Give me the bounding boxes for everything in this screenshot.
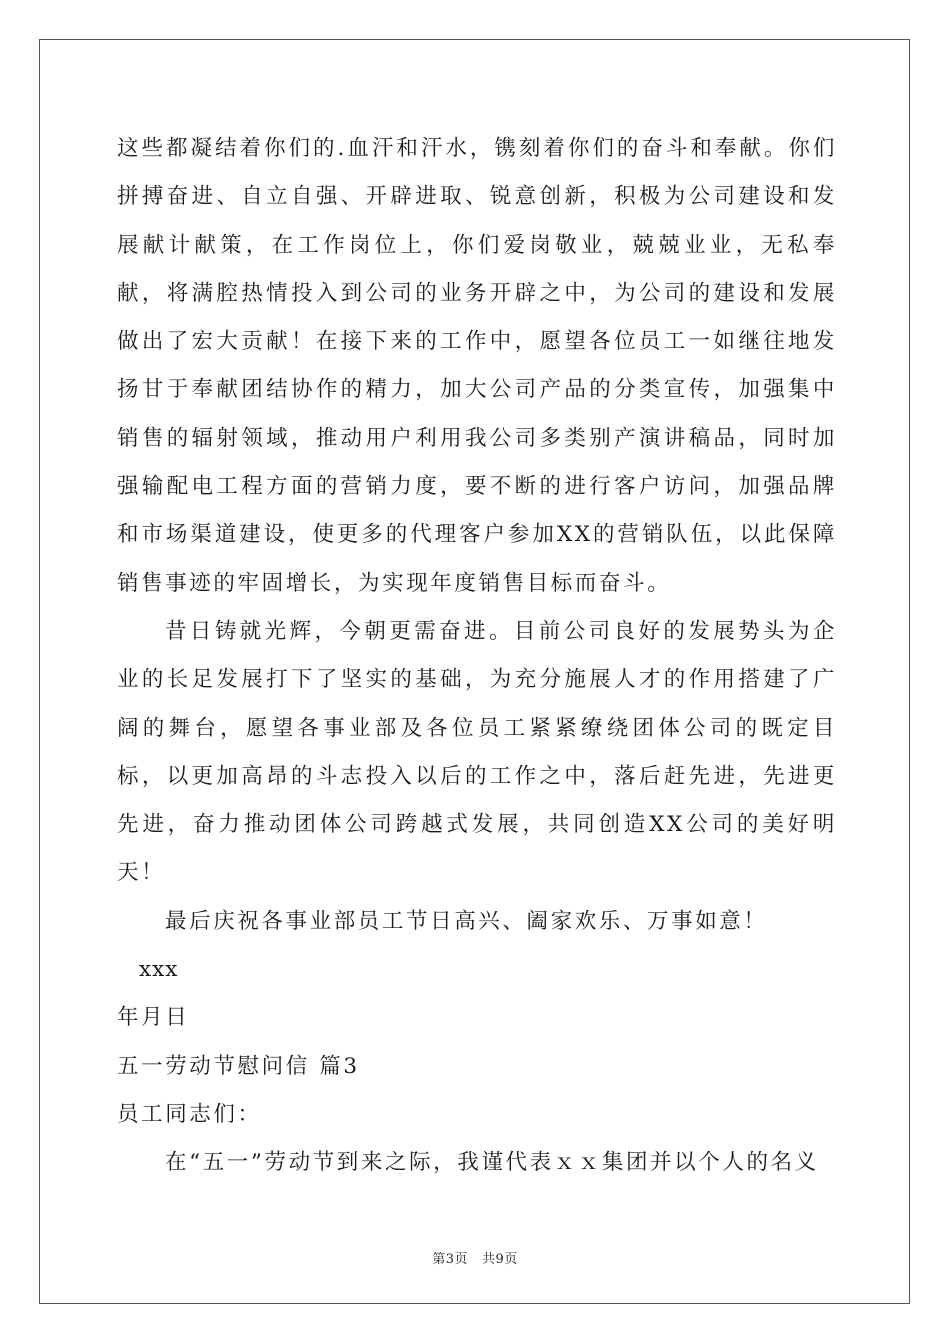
salutation: 员工同志们： bbox=[117, 1101, 262, 1127]
opening-paragraph: 在“五一”劳动节到来之际，我谨代表ｘｘ集团并以个人的名义 bbox=[165, 1150, 819, 1176]
body-paragraph-1: 这些都凝结着你们的.血汗和汗水，镌刻着你们的奋斗和奉献。你们拼搏奋进、自立自强、开辟进取、锐意创新，积极为公司建设和发展献计献策，在工作岗位上，你们爱岗敬业，兢兢业业，无私奉献，将满腔热情投入到公司的业务开辟之中，为公司的建设和发展做出了宏大贡献！在接下来的工作中，愿望各位员工一如继往地发扬甘于奉献团结协作的精力，加大公司产品的分类宣传，加强集中销售的辐射领域，推动用户利用我公司多类别产演讲稿品，同时加强输配电工程方面的营销力度，要不断的进行客户访问，加强品牌和市场渠道建设，使更多的代理客户参加XX的营销队伍，以此保障销售事迹的牢固增长，为实现年度销售目标而奋斗。 bbox=[117, 136, 837, 596]
page-total: 共9页 bbox=[482, 1252, 518, 1267]
signature: xxx bbox=[139, 957, 179, 983]
section-title: 五一劳动节慰问信 篇3 bbox=[117, 1053, 360, 1079]
document-body bbox=[117, 125, 837, 1188]
page-number: 第3页 bbox=[432, 1252, 468, 1267]
body-paragraph-2: 昔日铸就光辉，今朝更需奋进。目前公司良好的发展势头为企业的长足发展打下了坚实的基础，为充分施展人才的作用搭建了广阔的舞台，愿望各事业部及各位员工紧紧缭绕团体公司的既定目标，以更加高昂的斗志投入以后的工作之中，落后赶先进，先进更先进，奋力推动团体公司跨越式发展，共同创造XX公司的美好明天！ bbox=[117, 618, 837, 886]
body-paragraph-3: 最后庆祝各事业部员工节日高兴、阖家欢乐、万事如意！ bbox=[165, 908, 768, 934]
page-footer bbox=[0, 1248, 950, 1267]
date-line: 年月日 bbox=[117, 1005, 190, 1031]
